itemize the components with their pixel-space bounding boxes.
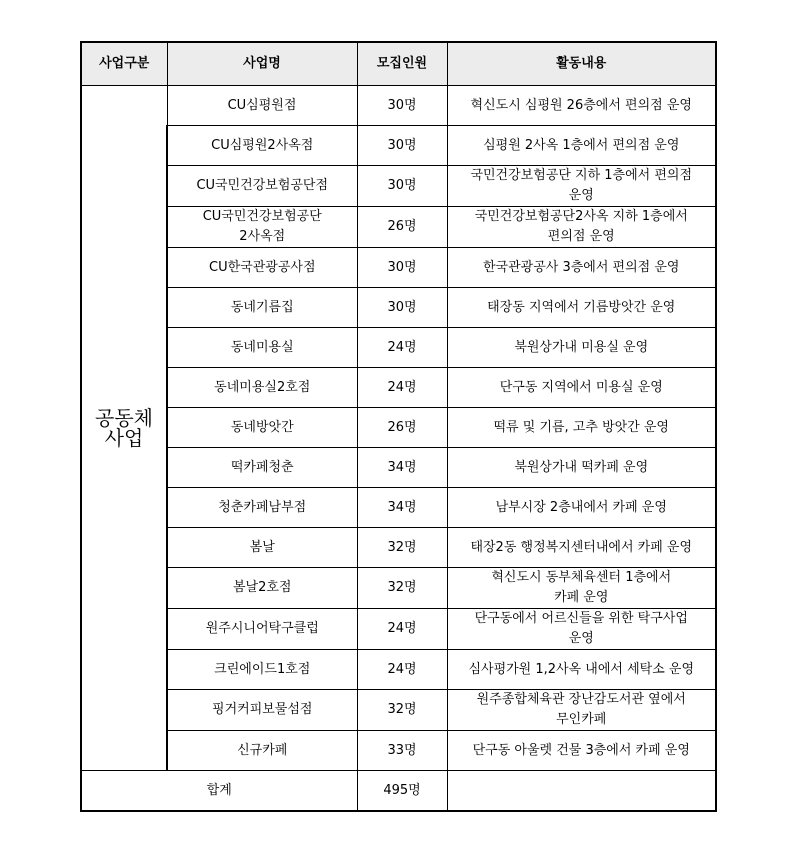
table-row: [81, 288, 716, 328]
table-row: [81, 126, 716, 166]
business-name-cell: [167, 126, 357, 166]
business-name-line: 청춘카페남부점: [218, 499, 307, 515]
activity-cell: [447, 731, 716, 771]
table-row: [81, 568, 716, 609]
activity-line: 국민건강보험공단2사옥 지하 1층에서: [474, 209, 688, 224]
business-name-cell: [167, 609, 357, 650]
activity-cell: [447, 528, 716, 568]
business-name-cell: [167, 528, 357, 568]
business-name-cell: [167, 690, 357, 731]
business-name-line: CU한국관광공사점: [209, 259, 316, 275]
activity-line: 운영: [568, 188, 594, 203]
activity-line: 한국관광공사 3층에서 편의점 운영: [483, 259, 680, 275]
business-name-line: 크린에이드1호점: [214, 661, 311, 677]
activity-line: 떡류 및 기름, 고추 방앗간 운영: [493, 419, 669, 435]
activity-cell: [447, 488, 716, 528]
activity-cell: [447, 328, 716, 368]
table-body: [81, 86, 716, 812]
activity-cell: [447, 166, 716, 207]
business-name-line: 봄날2호점: [232, 580, 292, 595]
header-name: 사업명: [167, 42, 357, 86]
activity-cell: [447, 448, 716, 488]
recruit-count-cell: 30명: [357, 126, 447, 166]
activity-line: 태장2동 행정복지센터내에서 카페 운영: [470, 539, 693, 555]
recruit-count-cell: 32명: [357, 528, 447, 568]
category-label-line2: 사업: [104, 426, 144, 450]
activity-line: 운영: [568, 631, 594, 646]
activity-cell: [447, 368, 716, 408]
table-row: [81, 488, 716, 528]
activity-cell: [447, 609, 716, 650]
activity-cell: [447, 248, 716, 288]
activity-cell: [447, 288, 716, 328]
recruit-count-cell: 30명: [357, 248, 447, 288]
activity-line: 남부시장 2층내에서 카페 운영: [495, 499, 667, 515]
business-name-line: CU심평원점: [227, 97, 297, 113]
activity-line: 북원상가내 미용실 운영: [514, 339, 649, 355]
table-row: [81, 448, 716, 488]
activity-line: 태장동 지역에서 기름방앗간 운영: [487, 299, 676, 315]
business-name-line: CU국민건강보험공단: [202, 209, 322, 224]
header-category: 사업구분: [81, 42, 167, 86]
business-name-cell: [167, 488, 357, 528]
table-row: [81, 207, 716, 248]
activity-cell: [447, 86, 716, 126]
table-row: [81, 690, 716, 731]
activity-cell: [447, 408, 716, 448]
category-label-line1: 공동체: [95, 406, 153, 430]
activity-line: 단구동에서 어르신들을 위한 탁구사업: [474, 611, 688, 626]
activity-line: 원주종합체육관 장난감도서관 옆에서: [476, 692, 686, 707]
activity-line: 혁신도시 심평원 26층에서 편의점 운영: [470, 97, 692, 113]
activity-line: 혁신도시 동부체육센터 1층에서: [491, 570, 672, 585]
table-row: [81, 166, 716, 207]
header-row: [81, 42, 716, 86]
activity-line: 국민건강보험공단 지하 1층에서 편의점: [470, 168, 693, 183]
activity-line: 무인카페: [556, 712, 607, 727]
business-name-line: 원주시니어탁구클럽: [205, 621, 319, 636]
recruit-count-cell: 30명: [357, 166, 447, 207]
header-count: 모집인원: [357, 42, 447, 86]
table-row: [81, 731, 716, 771]
business-name-cell: [167, 288, 357, 328]
recruit-count-cell: 30명: [357, 288, 447, 328]
activity-line: 심사평가원 1,2사옥 내에서 세탁소 운영: [468, 661, 695, 677]
business-name-cell: [167, 248, 357, 288]
recruit-count-cell: 32명: [357, 568, 447, 609]
recruit-count-cell: 26명: [357, 207, 447, 248]
activity-line: 카페 운영: [554, 590, 609, 605]
business-name-line: CU국민건강보험공단점: [196, 178, 329, 193]
business-name-cell: [167, 650, 357, 690]
recruit-count-cell: 24명: [357, 609, 447, 650]
recruit-count-cell: 34명: [357, 448, 447, 488]
business-name-line: 봄날: [249, 539, 275, 555]
activity-cell: [447, 568, 716, 609]
total-row: [81, 771, 716, 812]
business-name-line: 2사옥점: [239, 229, 286, 244]
recruit-count-cell: 30명: [357, 86, 447, 126]
total-empty-cell: [447, 771, 716, 812]
business-name-line: 동네미용실2호점: [214, 379, 311, 395]
table-row: [81, 408, 716, 448]
business-name-line: 핑거커피보물섬점: [212, 702, 313, 717]
table-row: [81, 528, 716, 568]
business-name-line: 신규카페: [237, 742, 288, 758]
recruit-count-cell: 34명: [357, 488, 447, 528]
business-name-cell: [167, 328, 357, 368]
category-cell: [81, 86, 167, 771]
recruit-count-cell: 24명: [357, 650, 447, 690]
business-name-cell: [167, 166, 357, 207]
activity-cell: [447, 207, 716, 248]
recruit-count-cell: 33명: [357, 731, 447, 771]
table-row: [81, 248, 716, 288]
activity-line: 심평원 2사옥 1층에서 편의점 운영: [483, 137, 680, 153]
business-name-cell: [167, 568, 357, 609]
table-row: [81, 609, 716, 650]
header-activity: 활동내용: [447, 42, 716, 86]
business-name-cell: [167, 408, 357, 448]
activity-line: 편의점 운영: [547, 229, 615, 244]
recruit-count-cell: 24명: [357, 368, 447, 408]
business-name-cell: [167, 207, 357, 248]
activity-cell: [447, 650, 716, 690]
business-name-line: 동네방앗간: [230, 419, 294, 435]
table-row: [81, 368, 716, 408]
business-name-line: 떡카페청춘: [230, 459, 294, 475]
business-name-line: 동네미용실: [230, 339, 294, 355]
activity-cell: [447, 690, 716, 731]
business-name-cell: [167, 368, 357, 408]
activity-line: 단구동 아울렛 건물 3층에서 카페 운영: [472, 742, 690, 758]
recruit-count-cell: 26명: [357, 408, 447, 448]
table-row: [81, 650, 716, 690]
activity-line: 단구동 지역에서 미용실 운영: [499, 379, 663, 395]
recruitment-table: [80, 41, 717, 812]
total-count: 495명: [357, 771, 447, 812]
business-name-cell: [167, 448, 357, 488]
business-name-line: 동네기름집: [230, 299, 294, 315]
activity-line: 북원상가내 떡카페 운영: [514, 459, 649, 475]
activity-cell: [447, 126, 716, 166]
recruit-count-cell: 32명: [357, 690, 447, 731]
recruit-count-cell: 24명: [357, 328, 447, 368]
total-label: 합계: [81, 771, 357, 812]
business-name-cell: [167, 731, 357, 771]
business-name-cell: [167, 86, 357, 126]
table-row: [81, 328, 716, 368]
business-name-line: CU심평원2사옥점: [211, 137, 314, 153]
table-row: [81, 86, 716, 126]
